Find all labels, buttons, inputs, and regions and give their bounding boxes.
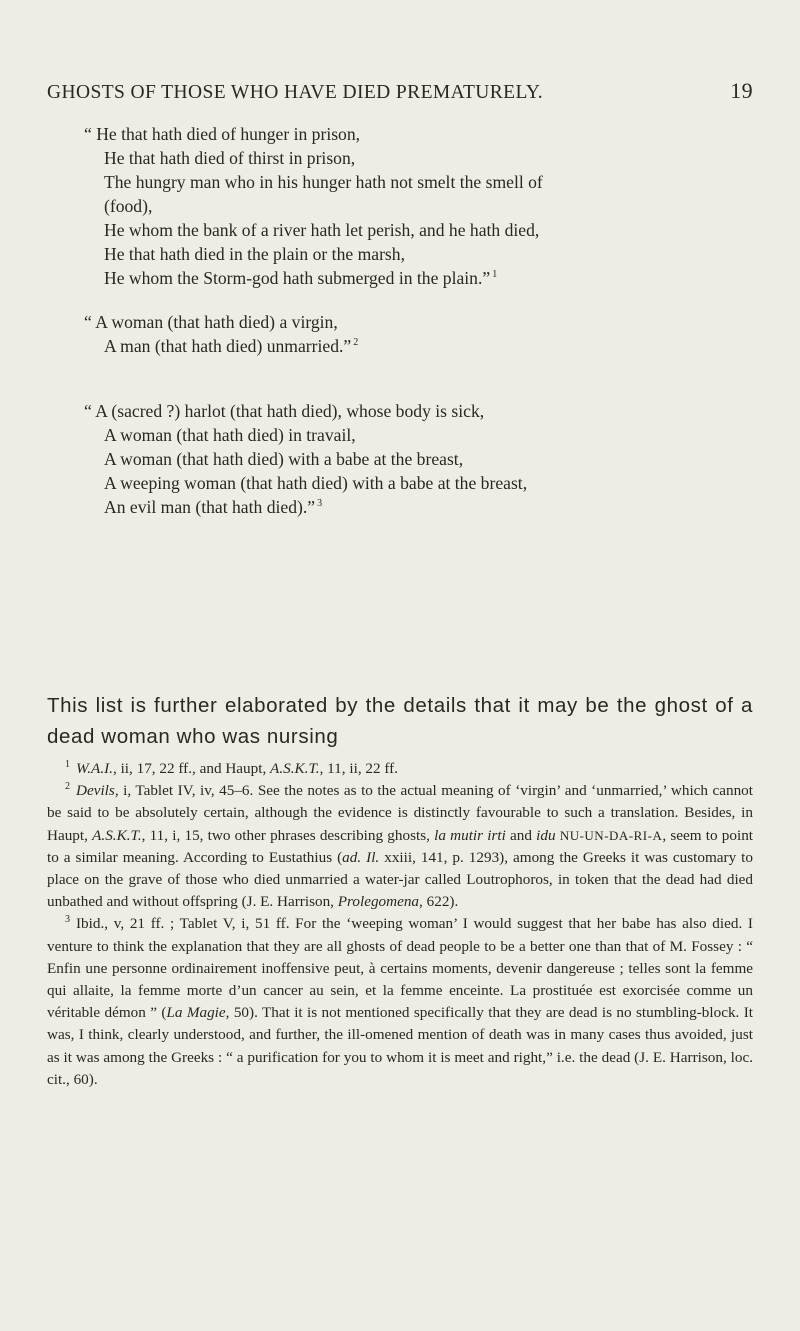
- footnote-text: ad. Il.: [342, 848, 380, 866]
- footnote-text: , seem to point to a similar meaning. According to Eustathius (: [47, 826, 754, 866]
- footnote: [47, 913, 753, 1091]
- verse-line-text: (food),: [104, 196, 153, 216]
- verse-line-text: “ He that hath died of hunger in prison,: [84, 124, 361, 144]
- footnote-text: , i, Tablet IV, iv, 45–6. See the notes as to the actual meaning of ‘virgin’ and ‘unmarried,’ which cannot be said to be absolutely certain, although the evidence is distinctly favourable to such a translation. Besides, in Haupt,: [47, 782, 753, 844]
- footnote-marker: 1: [65, 758, 70, 770]
- footnote: [47, 780, 753, 913]
- verse-line: [84, 310, 764, 334]
- verse-line: [84, 266, 764, 290]
- footnote-reference: 2: [353, 337, 359, 349]
- running-head: [47, 78, 753, 104]
- footnote-text: , 11, ii, 22 ff.: [319, 760, 399, 777]
- verse-line: [84, 122, 764, 146]
- verse-line: [84, 423, 764, 447]
- verse-line-text: “ A woman (that hath died) a virgin,: [84, 312, 338, 332]
- footnote-text: and: [505, 826, 537, 844]
- verse-line-text: The hungry man who in his hunger hath not smelt the smell of: [104, 172, 543, 192]
- footnote-text: A.S.K.T.: [92, 826, 142, 844]
- footnote-marker: 2: [65, 781, 70, 793]
- verse-line: [84, 194, 764, 218]
- footnote-text: A.S.K.T.: [270, 760, 320, 777]
- verse-line-text: A woman (that hath died) with a babe at the breast,: [104, 449, 464, 469]
- footnote-text: , 50). That it is not mentioned specifically that they are dead is no stumbling-block. It was, I think, clearly understood, and further, the ill-omened mention of death was in many cases thus avoided, just as it was among the Greeks : “ a purification for you to whom it is meet and right,” i.e. the dead (J. E. Harrison, loc. cit., 60).: [47, 1004, 753, 1088]
- footnotes: [47, 758, 753, 1091]
- verse-stanza: [84, 399, 764, 519]
- verse-line: [84, 242, 764, 266]
- footnote-text: , ii, 17, 22 ff., and Haupt,: [112, 760, 271, 777]
- verse-line: [84, 471, 764, 495]
- verse-stanza: [84, 310, 764, 358]
- footnote-text: NU-UN-DA-RI-A: [559, 827, 663, 843]
- footnote-text: W.A.I.: [76, 760, 113, 777]
- verse-line: [84, 399, 764, 423]
- footnote-text: Prolegomena: [337, 893, 420, 911]
- verse-line-text: A man (that hath died) unmarried.”: [104, 336, 352, 356]
- verse-line: [84, 495, 764, 519]
- footnote-text: xxiii, 141, p. 1293), among the Greeks it was customary to place on the grave of those who died unmarried a water-jar called Loutrophoros, in token that the dead had died unbathed and without offspring (J. E. Harrison,: [47, 848, 753, 911]
- footnote-reference: 3: [317, 498, 323, 510]
- verse-line-text: He whom the Storm-god hath submerged in the plain.”: [104, 268, 491, 288]
- footnote-text: La Magie: [166, 1004, 226, 1022]
- footnote-text: Devils: [76, 782, 115, 800]
- verse-stanza: [84, 122, 764, 290]
- footnote: [47, 758, 753, 780]
- verse-line: [84, 170, 764, 194]
- verse-line-text: A weeping woman (that hath died) with a babe at the breast,: [104, 473, 528, 493]
- footnote-text: idu: [536, 826, 556, 844]
- verse-line-text: An evil man (that hath died).”: [104, 497, 316, 517]
- verse-line: [84, 447, 764, 471]
- lead-paragraph: This list is further elaborated by the details that it may be the ghost of a dead woman who was nursing: [47, 694, 753, 748]
- footnote-text: Ibid., v, 21 ff. ; Tablet V, i, 51 ff. For the ‘weeping woman’ I would suggest that her babe has also died. I venture to think the explanation that they are all ghosts of dead people to be a better one than that of M. Fossey : “ Enfin une personne ordinairement inoffensive peut, à certains moments, devenir dangereuse ; telles sont la femme qui allaite, la femme morte d’un cancer au sein, et la femme enceinte. La prostituée est exorcisée comme un véritable démon ” (: [47, 915, 753, 1022]
- running-title: GHOSTS OF THOSE WHO HAVE DIED PREMATURELY.: [47, 82, 544, 103]
- verse-line-text: A woman (that hath died) in travail,: [104, 425, 356, 445]
- footnote-text: , 11, i, 15, two other phrases describing ghosts,: [141, 826, 435, 844]
- verse-line-text: “ A (sacred ?) harlot (that hath died), whose body is sick,: [84, 401, 485, 421]
- page-number: 19: [730, 78, 753, 103]
- footnote-marker: 3: [65, 914, 70, 926]
- verse-line-text: He whom the bank of a river hath let perish, and he hath died,: [104, 220, 540, 240]
- verse-line-text: He that hath died in the plain or the marsh,: [104, 244, 405, 264]
- verse-line-text: He that hath died of thirst in prison,: [104, 148, 356, 168]
- footnote-text: la mutir irti: [434, 826, 506, 844]
- verse-line: [84, 218, 764, 242]
- footnote-text: , 622).: [419, 893, 459, 911]
- verse-line: [84, 334, 764, 358]
- footnote-reference: 1: [492, 269, 498, 281]
- verse-line: [84, 146, 764, 170]
